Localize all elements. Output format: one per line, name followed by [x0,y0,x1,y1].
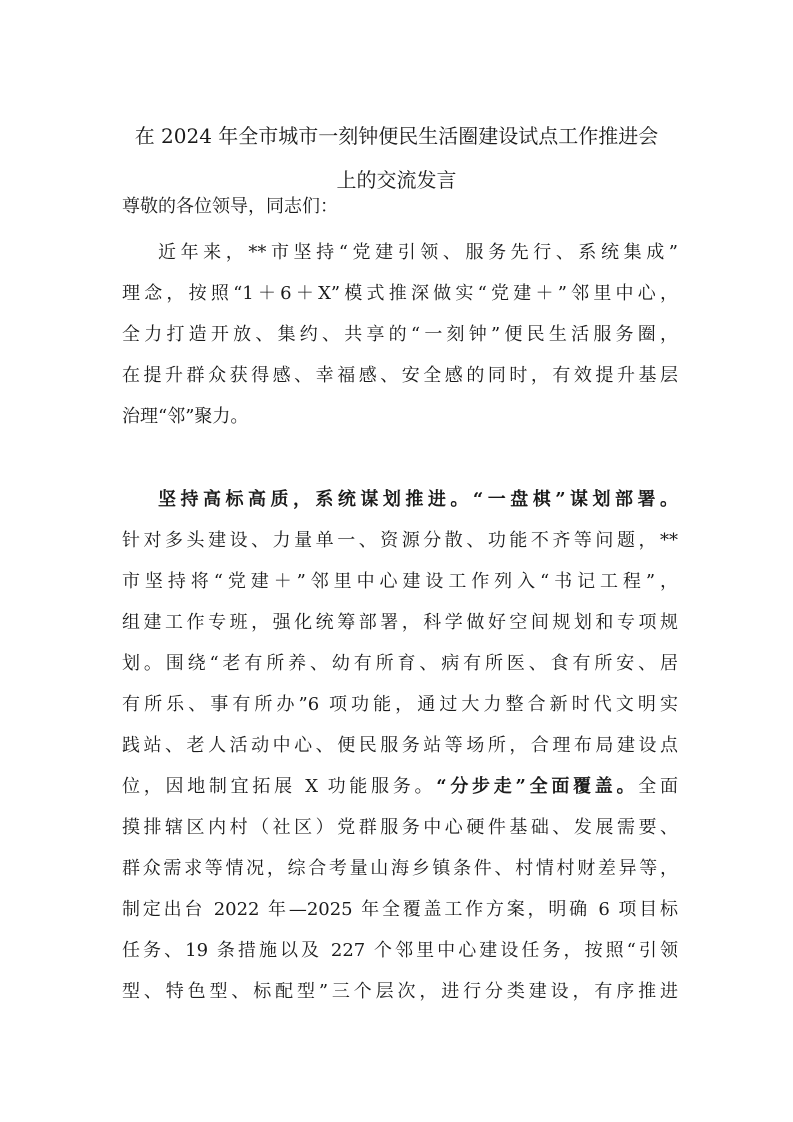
paragraph-2-line-4: 划。围绕“老有所养、幼有所育、病有所医、食有所安、居 [122,653,678,674]
paragraph-2-line-10: 制定出台 2022 年—2025 年全覆盖工作方案，明确 6 项目标 [122,899,678,920]
paragraph-2-line-11: 任务、19 条措施以及 227 个邻里中心建设任务，按照“引领 [122,940,678,961]
paragraph-2-line-1: 针对多头建设、力量单一、资源分散、功能不齐等问题，** [122,530,678,551]
paragraph-1-line-3: 全力打造开放、集约、共享的“一刻钟”便民生活服务圈， [122,324,678,345]
paragraph-2-line-5: 有所乐、事有所办”6 项功能，通过大力整合新时代文明实 [122,694,678,715]
paragraph-2-heading-line [158,489,678,511]
paragraph-2-line-2: 市坚持将“党建＋”邻里中心建设工作列入“书记工程”， [122,571,678,592]
paragraph-1-line-5: 治理“邻”聚力。 [122,406,249,427]
paragraph-1-line-4: 在提升群众获得感、幸福感、安全感的同时，有效提升基层 [122,365,678,386]
paragraph-2-line-12: 型、特色型、标配型”三个层次，进行分类建设，有序推进 [122,981,678,1002]
document-title-line-1: 在 2024 年全市城市一刻钟便民生活圈建设试点工作推进会 [134,124,659,148]
paragraph-1-line-2: 理念，按照“1＋6＋X”模式推深做实“党建＋”邻里中心， [122,283,678,304]
salutation: 尊敬的各位领导，同志们： [122,196,338,217]
document-title-line-2: 上的交流发言 [336,168,457,192]
paragraph-2-line-3: 组建工作专班，强化统筹部署，科学做好空间规划和专项规 [122,612,678,633]
line-7-suffix: 全面 [638,776,678,797]
paragraph-1-line-1: 近年来，**市坚持“党建引领、服务先行、系统集成” [158,242,678,263]
subheading-one-game-plan: “一盘棋”谋划部署。 [472,489,678,510]
line-7-prefix: 位，因地制宜拓展 X 功能服务。 [122,776,437,797]
paragraph-2-line-8: 摸排辖区内村（社区）党群服务中心硬件基础、发展需要、 [122,817,678,838]
section-heading: 坚持高标高质，系统谋划推进。 [158,489,473,510]
paragraph-2-line-6: 践站、老人活动中心、便民服务站等场所，合理布局建设点 [122,735,678,756]
paragraph-2-line-7 [122,776,678,798]
subheading-step-by-step: “分步走”全面覆盖。 [436,776,639,797]
paragraph-2-line-9: 群众需求等情况，综合考量山海乡镇条件、村情村财差异等， [122,858,678,879]
